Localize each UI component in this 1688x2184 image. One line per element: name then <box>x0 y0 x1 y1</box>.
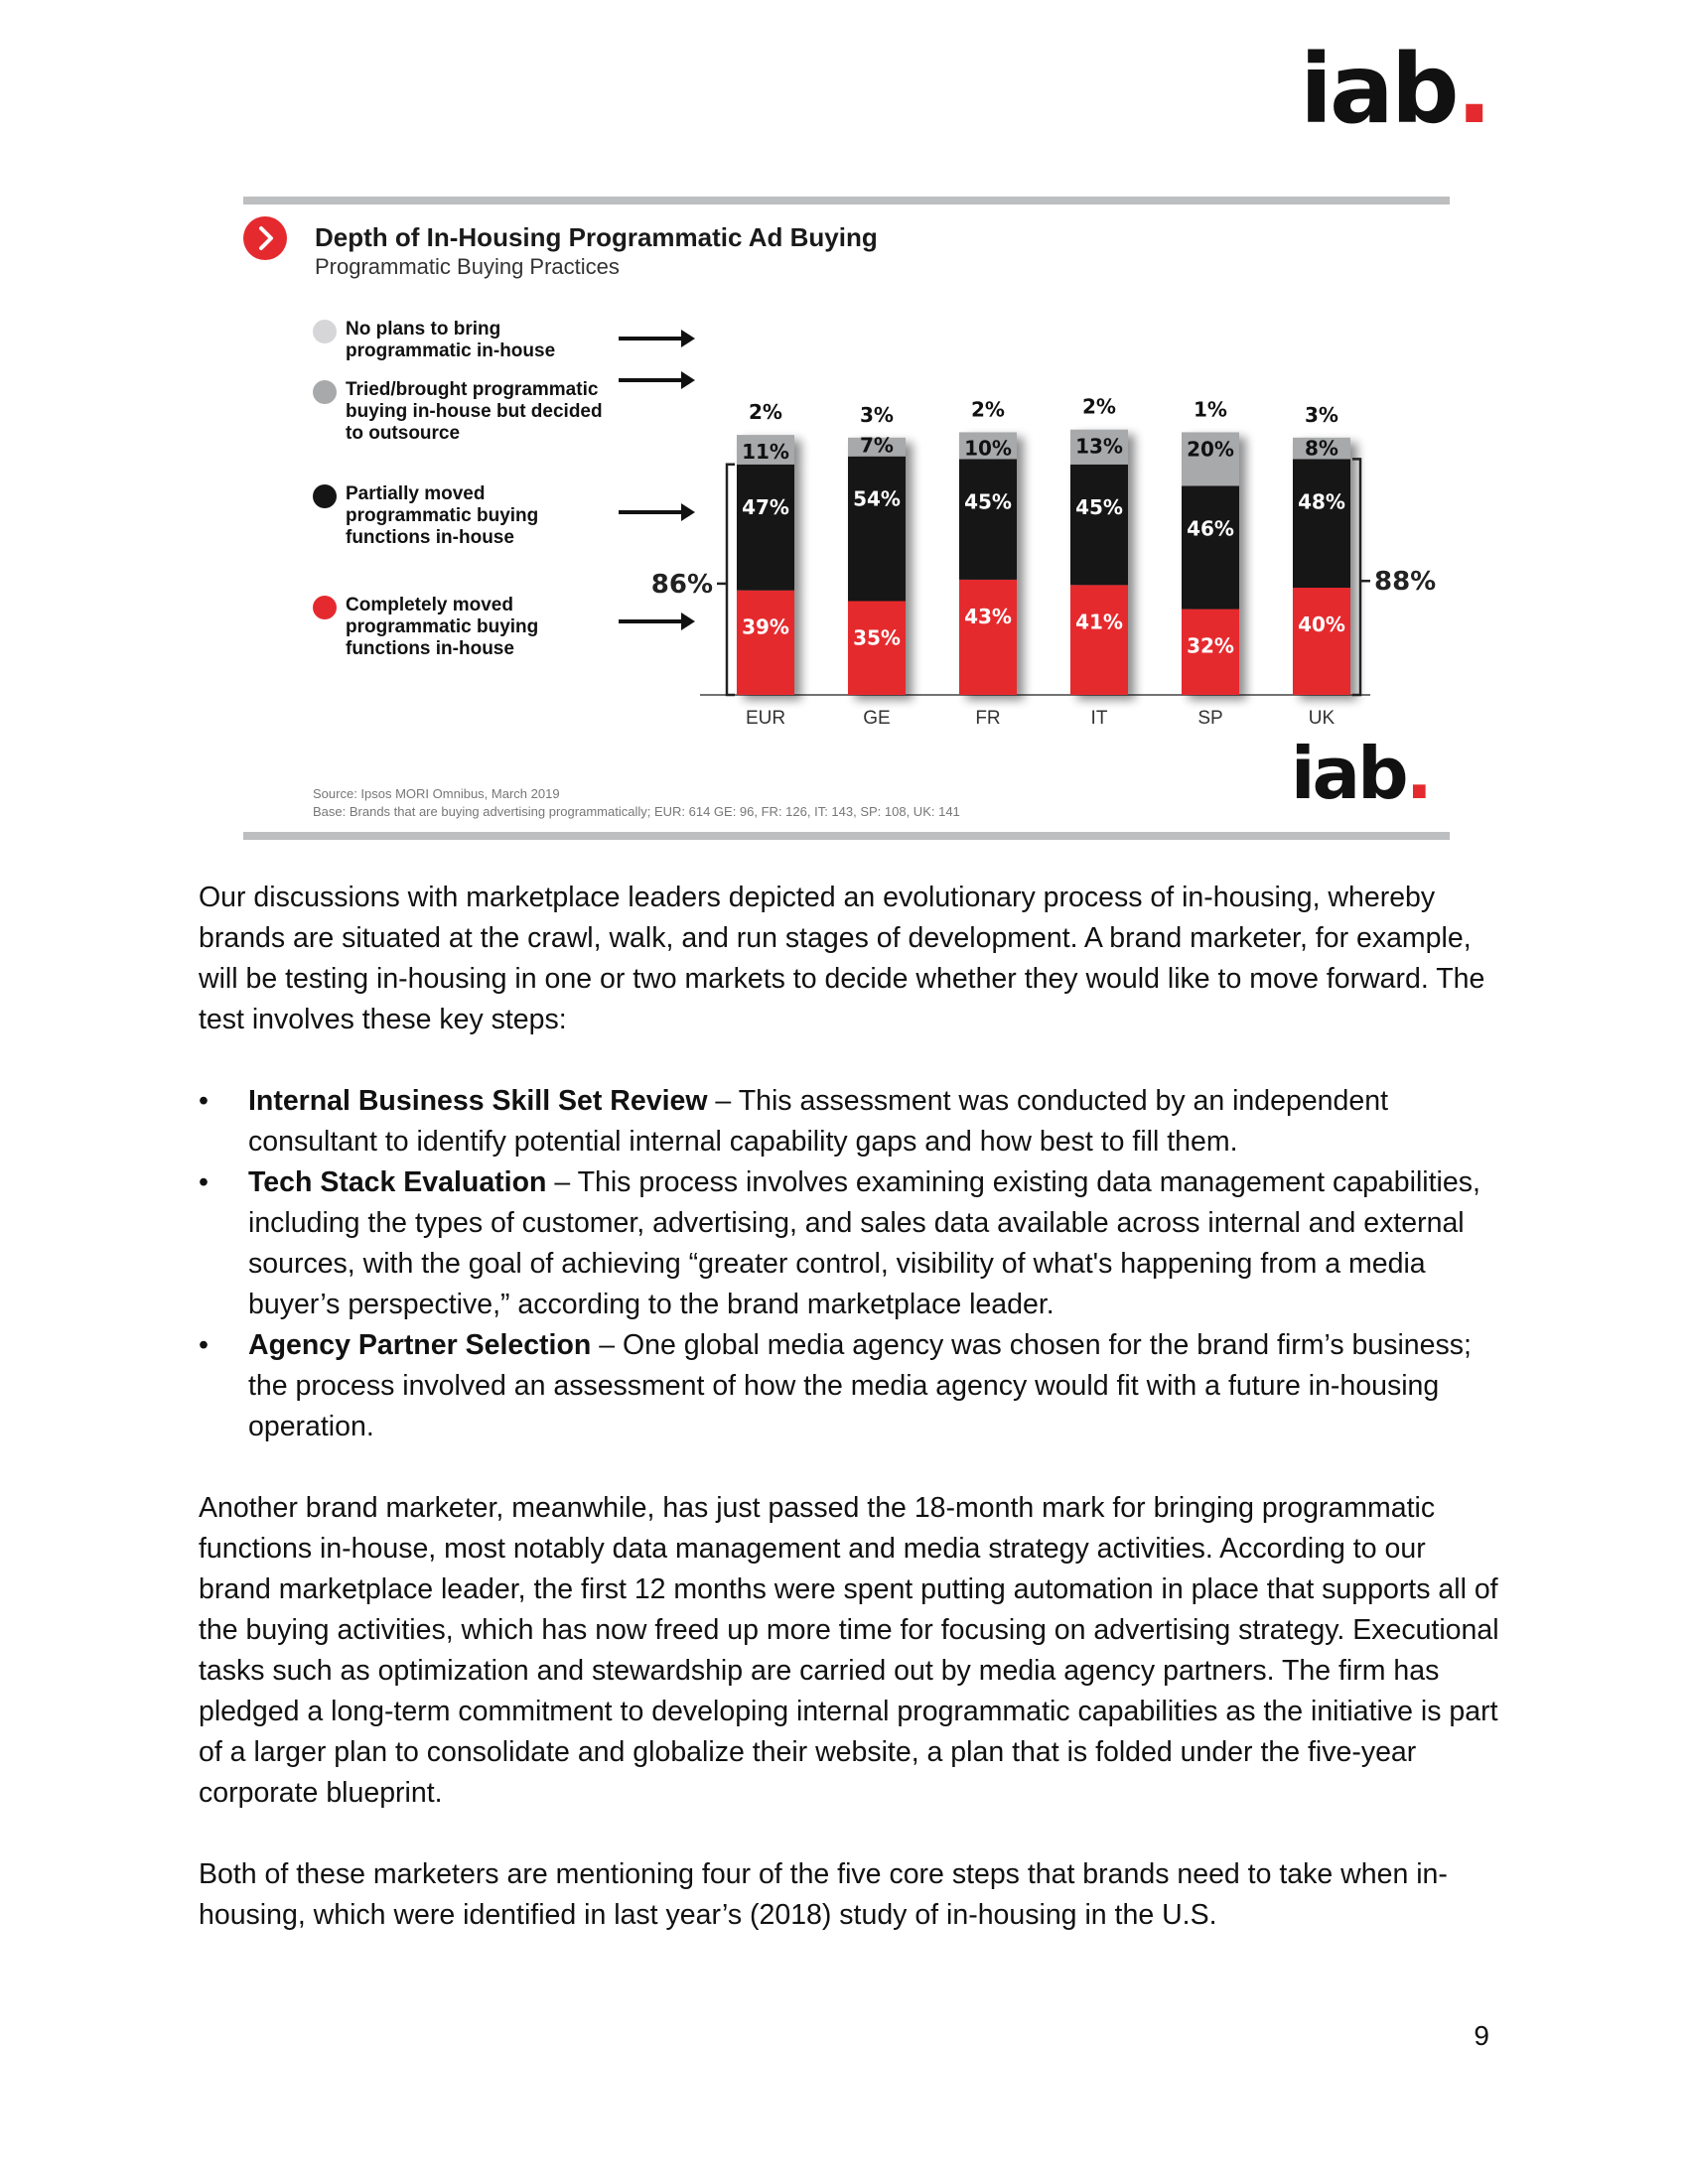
body-text <box>199 878 1499 1936</box>
data-label: 20% <box>1187 437 1234 462</box>
bracket-line <box>1352 459 1360 695</box>
key-steps-list <box>199 1081 1499 1447</box>
legend-label: Completely moved programmatic buying functions in-house <box>346 595 539 659</box>
data-label: 13% <box>1075 434 1123 459</box>
step-text: – One global media agency was chosen for the brand firm’s business; the process involved an assessment of how the media agency would fit with a future in-housing operation. <box>248 1329 1472 1442</box>
tick-label: IT <box>1090 708 1108 729</box>
legend-label: Partially moved programmatic buying functions in-house <box>346 483 539 548</box>
data-label: 43% <box>964 604 1012 628</box>
bar-group-eur <box>737 435 794 695</box>
bar-segment <box>1070 585 1128 695</box>
data-label: 11% <box>742 440 789 465</box>
page-number: 9 <box>1474 2020 1489 2051</box>
legend-arrow-head <box>681 371 695 389</box>
data-label: 54% <box>853 486 901 511</box>
data-label: 45% <box>1075 494 1123 519</box>
tick-label: SP <box>1197 708 1223 729</box>
step-text: – This process involves examining existing data management capabilities, including the types of customer, advertising, and sales data available across internal and external sources, with the goal of achieving “greater control, visibility of what's happening from a media buyer’s perspective,” according to the brand marketplace leader. <box>248 1166 1480 1320</box>
bar-segment <box>1182 485 1239 609</box>
bar-group-uk <box>1293 438 1350 695</box>
data-label: 3% <box>860 402 894 427</box>
source-line: Source: Ipsos MORI Omnibus, March 2019 <box>313 786 560 801</box>
bullet: • <box>199 1166 209 1198</box>
stacked-bar-chart <box>243 197 1450 752</box>
paragraph: Our discussions with marketplace leaders depicted an evolutionary process of in-housing, whereby brands are situated at the crawl, walk, and run stages of development. A brand marketer, for example, will be testing in-housing in one or two markets to decide whether they would like to move forward. The test involves these key steps: <box>199 882 1485 1035</box>
bullet: • <box>199 1329 209 1361</box>
iab-logo: iab. <box>1300 34 1489 145</box>
list-item <box>199 1081 1499 1162</box>
bar-group-ge <box>848 438 906 695</box>
data-label: 45% <box>964 489 1012 514</box>
bar-segment <box>1293 588 1350 695</box>
step-text: – This assessment was conducted by an independent consultant to identify potential internal capability gaps and how best to fill them. <box>248 1085 1389 1158</box>
legend-arrow-head <box>681 503 695 521</box>
tick-label: UK <box>1308 708 1336 729</box>
legend-arrow-head <box>681 330 695 347</box>
bullet: • <box>199 1085 209 1117</box>
step-title: Tech Stack Evaluation <box>248 1166 547 1198</box>
bracket-label: 86% <box>650 569 713 600</box>
bar-segment <box>737 465 794 591</box>
data-label: 2% <box>971 397 1005 422</box>
data-label: 3% <box>1305 402 1338 427</box>
bar-segment <box>1293 459 1350 588</box>
bar-segment <box>1070 465 1128 586</box>
iab-logo: iab. <box>1290 732 1430 815</box>
paragraph: Another brand marketer, meanwhile, has just passed the 18-month mark for bringing programmatic functions in-house, most notably data management and media strategy activities. According to our brand marketplace leader, the first 12 months were spent putting automation in place that supports all of the buying activities, which has now freed up more time for focusing on advertising strategy. Executional tasks such as optimization and stewardship are carried out by media agency partners. The firm has pledged a long-term commitment to developing internal programmatic capabilities as the initiative is part of a larger plan to consolidate and globalize their website, a plan that is folded under the five-year corporate blueprint. <box>199 1492 1499 1809</box>
data-label: 47% <box>742 494 789 519</box>
chart-title: Depth of In-Housing Programmatic Ad Buying <box>315 222 878 252</box>
chart-subtitle: Programmatic Buying Practices <box>315 254 620 279</box>
data-label: 1% <box>1194 397 1227 422</box>
legend-label: Tried/brought programmatic buying in-house but decided to outsource <box>346 379 603 444</box>
tick-label: FR <box>975 708 1001 729</box>
figure-bottom-rule <box>243 832 1450 840</box>
list-item <box>199 1325 1499 1447</box>
data-label: 7% <box>860 433 894 458</box>
data-label: 2% <box>1082 394 1116 419</box>
tick-label: GE <box>863 708 891 729</box>
bar-group-fr <box>959 432 1017 695</box>
data-label: 35% <box>853 625 901 650</box>
legend-label: No plans to bring programmatic in-house <box>346 319 556 361</box>
bracket-line <box>727 465 735 695</box>
data-label: 8% <box>1305 436 1338 461</box>
bar-segment <box>959 580 1017 695</box>
data-label: 41% <box>1075 610 1123 634</box>
bar-segment <box>848 457 906 602</box>
data-label: 2% <box>749 400 782 425</box>
chart-source <box>313 785 960 821</box>
data-label: 46% <box>1187 516 1234 541</box>
paragraph: Both of these marketers are mentioning four of the five core steps that brands need to take when in-housing, which were identified in last year’s (2018) study of in-housing in the U.S. <box>199 1858 1448 1931</box>
data-label: 40% <box>1298 613 1345 636</box>
data-label: 39% <box>742 614 789 639</box>
step-title: Agency Partner Selection <box>248 1329 592 1361</box>
legend-arrow-head <box>681 613 695 630</box>
base-line: Base: Brands that are buying advertising programmatically; EUR: 614 GE: 96, FR: 126, IT: 143, SP: 108, UK: 141 <box>313 804 960 819</box>
bar-segment <box>737 591 794 695</box>
data-label: 32% <box>1187 633 1234 658</box>
step-title: Internal Business Skill Set Review <box>248 1085 708 1117</box>
bar-segment <box>959 459 1017 580</box>
data-label: 10% <box>964 436 1012 461</box>
data-label: 48% <box>1298 489 1345 514</box>
tick-label: EUR <box>745 708 786 729</box>
list-item <box>199 1162 1499 1325</box>
bar-group-it <box>1070 430 1128 695</box>
bracket-label: 88% <box>1374 567 1437 598</box>
chart-figure <box>243 197 1450 842</box>
